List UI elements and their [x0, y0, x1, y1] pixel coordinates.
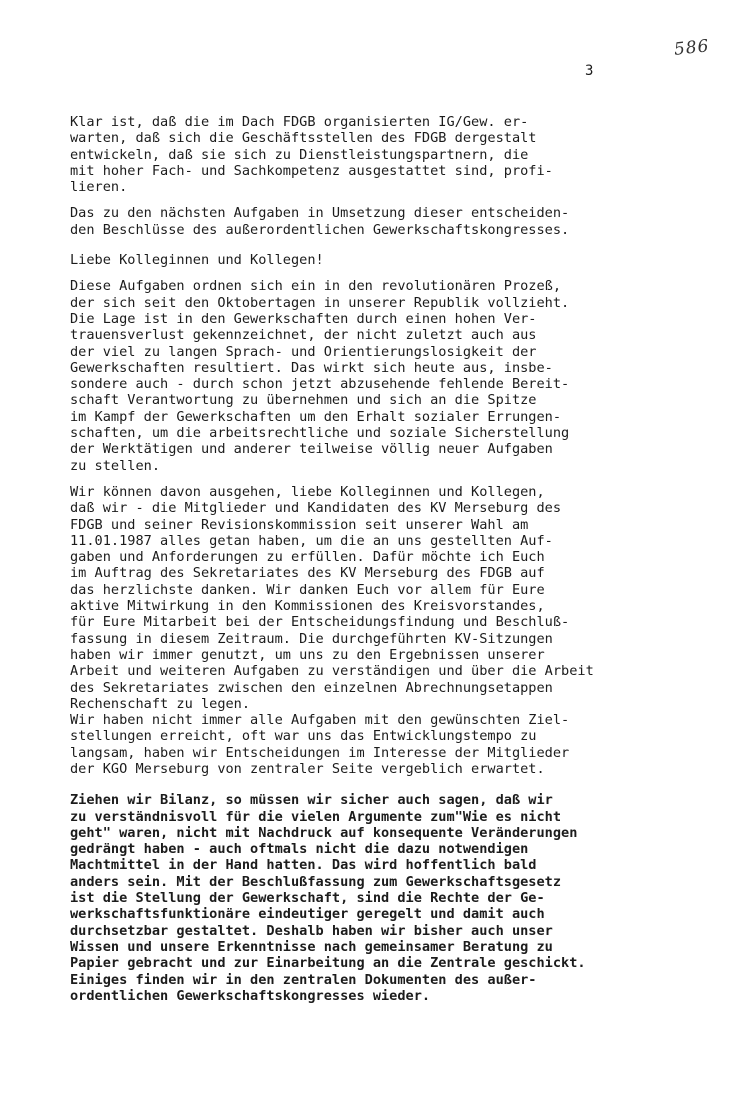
paragraph-unmet-goals: Wir haben nicht immer alle Aufgaben mit den gewünschten Ziel- stellungen erreicht, oft war uns das Entwicklungstempo zu langsam, haben wir Entscheidungen im Interesse der Mitglieder der KGO Merseburg von zentraler Seite vergeblich erwartet.: [70, 712, 570, 777]
handwritten-archive-number: 586: [673, 36, 711, 60]
paragraph-balance: Ziehen wir Bilanz, so müssen wir sicher auch sagen, daß wir zu verständnisvoll für die vielen Argumente zum"Wie es nicht geht" waren, nicht mit Nachdruck auf konsequente Veränderungen gedrängt haben - auch oftmals nicht die dazu notwendigen Machtmittel in der Hand hatten. Das wird hoffentlich bald anders sein. Mit der Beschlußfassung zum Gewerkschaftsgesetz ist die Stellung der Gewerkschaft, sind die Rechte der Ge- werkschaftsfunktionäre eindeutiger geregelt und damit auch durchsetzbar gestaltet. Deshalb haben wir bisher auch unser Wissen und unsere Erkenntnisse nach gemeinsamer Beratung zu Papier gebracht und zur Einarbeitung an die Zentrale geschickt. Einiges finden wir in den zentralen Dokumenten des außer- ordentlichen Gewerkschaftskongresses wieder.: [70, 792, 586, 1004]
page-number: 3: [585, 63, 594, 79]
paragraph-next-tasks: Das zu den nächsten Aufgaben in Umsetzung dieser entscheiden- den Beschlüsse des außerordentlichen Gewerkschaftskongresses.: [70, 205, 570, 238]
paragraph-fdgb-expectations: Klar ist, daß die im Dach FDGB organisierten IG/Gew. er- warten, daß sich die Geschäftsstellen des FDGB dergestalt entwickeln, daß sie sich zu Dienstleistungspartnern, die mit hoher Fach- und Sachkompetenz ausgestattet sind, profi- lieren.: [70, 114, 553, 196]
paragraph-thanks: Wir können davon ausgehen, liebe Kolleginnen und Kollegen, daß wir - die Mitglieder und Kandidaten des KV Merseburg des FDGB und seiner Revisionskommission seit unserer Wahl am 11.01.1987 alles getan haben, um die an uns gestellten Auf- gaben und Anforderungen zu erfüllen. Dafür möchte ich Euch im Auftrag des Sekretariates des KV Merseburg des FDGB auf das herzlichste danken. Wir danken Euch vor allem für Eure aktive Mitwirkung in den Kommissionen des Kreisvorstandes, für Eure Mitarbeit bei der Entscheidungsfindung und Beschluß- fassung in diesem Zeitraum. Die durchgeführten KV-Sitzungen haben wir immer genutzt, um uns zu den Ergebnissen unserer Arbeit und weiteren Aufgaben zu verständigen und über die Arbeit des Sekretariates zwischen den einzelnen Abrechnungsetappen Rechenschaft zu legen.: [70, 483, 594, 712]
document-body: [70, 114, 730, 1004]
paragraph-revolutionary-process: Diese Aufgaben ordnen sich ein in den revolutionären Prozeß, der sich seit den Oktobertagen in unserer Republik vollzieht. Die Lage ist in den Gewerkschaften durch einen hohen Ver- trauensverlust gekennzeichnet, der nicht zuletzt auch aus der viel zu langen Sprach- und Orientierungslosigkeit der Gewerkschaften resultiert. Das wirkt sich heute aus, insbe- sondere auch - durch schon jetzt abzusehende fehlende Bereit- schaft Verantwortung zu übernehmen und sich an die Spitze im Kampf der Gewerkschaften um den Erhalt sozialer Errungen- schaften, um die arbeitsrechtliche und soziale Sicherstellung der Werktätigen und anderer teilweise völlig neuer Aufgaben zu stellen.: [70, 278, 570, 474]
salutation: Liebe Kolleginnen und Kollegen!: [70, 252, 324, 269]
